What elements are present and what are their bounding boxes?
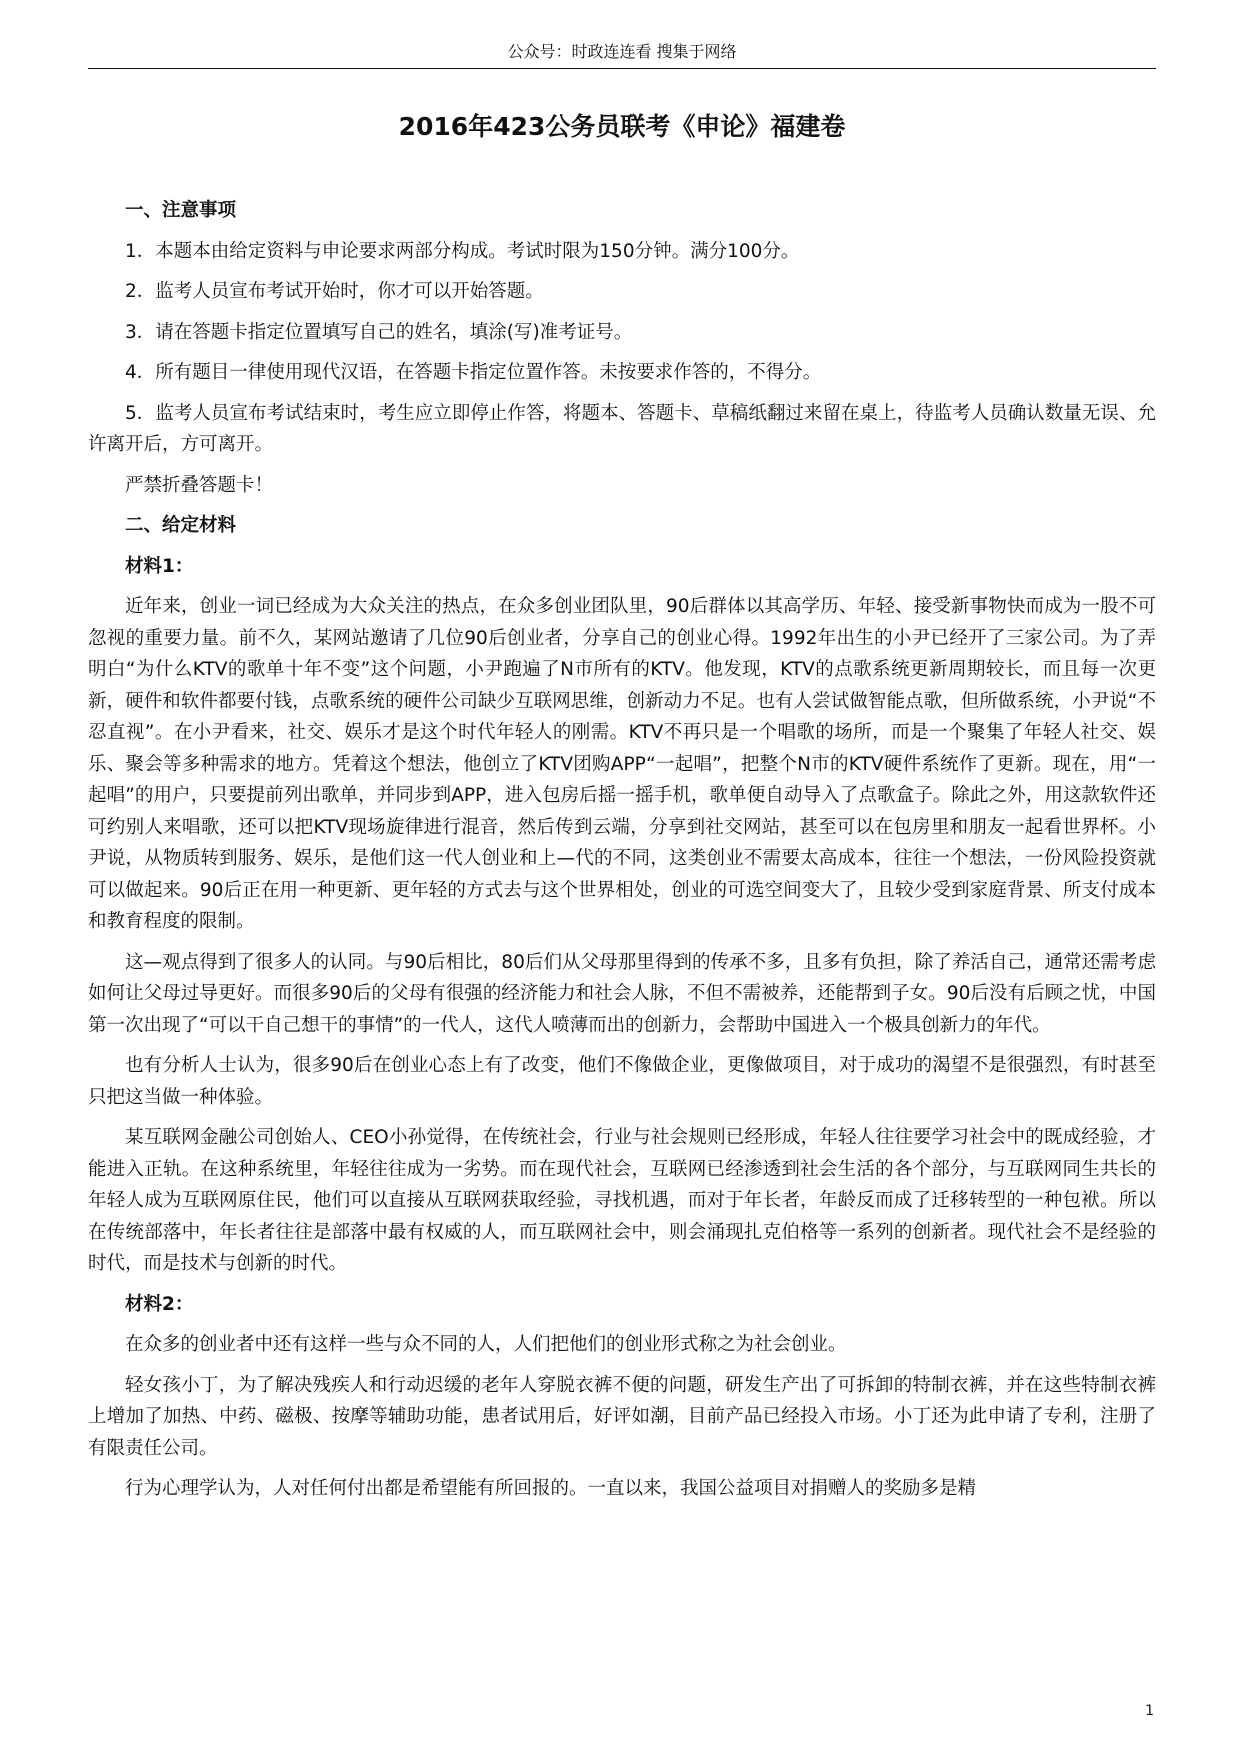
material-1-paragraph: 近年来，创业一词已经成为大众关注的热点，在众多创业团队里，90后群体以其高学历、年轻、接受新事物快而成为一股不可忽视的重要力量。前不久，某网站邀请了几位90后创业者，分享自己的创业心得。1992年出生的小尹已经开了三家公司。为了弄明白“为什么KTV的歌单十年不变”这个问题，小尹跑遍了N市所有的KTV。他发现，KTV的点歌系统更新周期较长，而且每一次更新，硬件和软件都要付钱，点歌系统的硬件公司缺少互联网思维，创新动力不足。也有人尝试做智能点歌，但所做系统，小尹说“不忍直视”。在小尹看来，社交、娱乐才是这个时代年轻人的刚需。KTV不再只是一个唱歌的场所，而是一个聚集了年轻人社交、娱乐、聚会等多种需求的地方。凭着这个想法，他创立了KTV团购APP“一起唱”，把整个N市的KTV硬件系统作了更新。现在，用“一起唱”的用户，只要提前列出歌单，并同步到APP，进入包房后摇一摇手机，歌单便自动导入了点歌盒子。除此之外，用这款软件还可约别人来唱歌，还可以把KTV现场旋律进行混音，然后传到云端，分享到社交网站，甚至可以在包房里和朋友一起看世界杯。小尹说，从物质转到服务、娱乐，是他们这一代人创业和上—代的不同，这类创业不需要太高成本，往往一个想法，一份风险投资就可以做起来。90后正在用一种更新、更年轻的方式去与这个世界相处，创业的可选空间变大了，且较少受到家庭背景、所支付成本和教育程度的限制。 [88,596,1156,932]
notice-item: 1．本题本由给定资料与申论要求两部分构成。考试时限为150分钟。满分100分。 [125,240,800,262]
section-heading-materials: 二、给定材料 [125,515,237,536]
page-header: 公众号：时政连连看 搜集于网络 [507,42,737,61]
material-2-paragraph: 行为心理学认为，人对任何付出都是希望能有所回报的。一直以来，我国公益项目对捐赠人的奖励多是精 [125,1478,977,1499]
notice-item: 3．请在答题卡指定位置填写自己的姓名，填涂(写)准考证号。 [125,321,633,343]
page-number: 1 [1145,1703,1154,1719]
material-2-paragraph: 轻女孩小丁，为了解决残疾人和行动迟缓的老年人穿脱衣裤不便的问题，研发生产出了可拆卸的特制衣裤，并在这些特制衣裤上增加了加热、中药、磁极、按摩等辅助功能，患者试用后，好评如潮，目前产品已经投入市场。小丁还为此申请了专利，注册了有限责任公司。 [88,1374,1156,1459]
material-2-paragraph: 在众多的创业者中还有这样一些与众不同的人，人们把他们的创业形式称之为社会创业。 [125,1334,847,1355]
notice-item: 2．监考人员宣布考试开始时，你才可以开始答题。 [125,281,544,302]
section-heading-notice: 一、注意事项 [125,200,237,221]
document-body [88,195,1156,1514]
notice-warning: 严禁折叠答题卡！ [125,474,274,496]
notice-item: 4．所有题目一律使用现代汉语，在答题卡指定位置作答。未按要求作答的，不得分。 [125,362,822,383]
material-1-paragraph: 某互联网金融公司创始人、CEO小孙觉得，在传统社会，行业与社会规则已经形成，年轻人往往要学习社会中的既成经验，才能进入正轨。在这种系统里，年轻往往成为一劣势。而在现代社会，互联网已经渗透到社会生活的各个部分，与互联网同生共长的年轻人成为互联网原住民，他们可以直接从互联网获取经验，寻找机遇，而对于年长者，年龄反而成了迁移转型的一种包袱。所以在传统部落中，年长者往往是部落中最有权威的人，而互联网社会中，则会涌现扎克伯格等一系列的创新者。现代社会不是经验的时代，而是技术与创新的时代。 [88,1127,1156,1274]
material-1-heading: 材料1： [125,555,194,577]
material-2-heading: 材料2： [125,1293,194,1315]
material-1-paragraph: 也有分析人士认为，很多90后在创业心态上有了改变，他们不像做企业，更像做项目，对于成功的渴望不是很强烈，有时甚至只把这当做一种体验。 [88,1055,1156,1108]
notice-item: 5．监考人员宣布考试结束时，考生应立即停止作答，将题本、答题卡、草稿纸翻过来留在桌上，待监考人员确认数量无误、允许离开后，方可离开。 [88,402,1156,455]
material-1-paragraph: 这—观点得到了很多人的认同。与90后相比，80后们从父母那里得到的传承不多，且多有负担，除了养活自己，通常还需考虑如何让父母过导更好。而很多90后的父母有很强的经济能力和社会人脉，不但不需被养，还能帮到子女。90后没有后顾之忧，中国第一次出现了“可以干自己想干的事情”的一代人，这代人喷薄而出的创新力，会帮助中国进入一个极具创新力的年代。 [88,951,1156,1036]
document-title: 2016年423公务员联考《申论》福建卷 [398,112,846,141]
header-divider [88,68,1156,69]
